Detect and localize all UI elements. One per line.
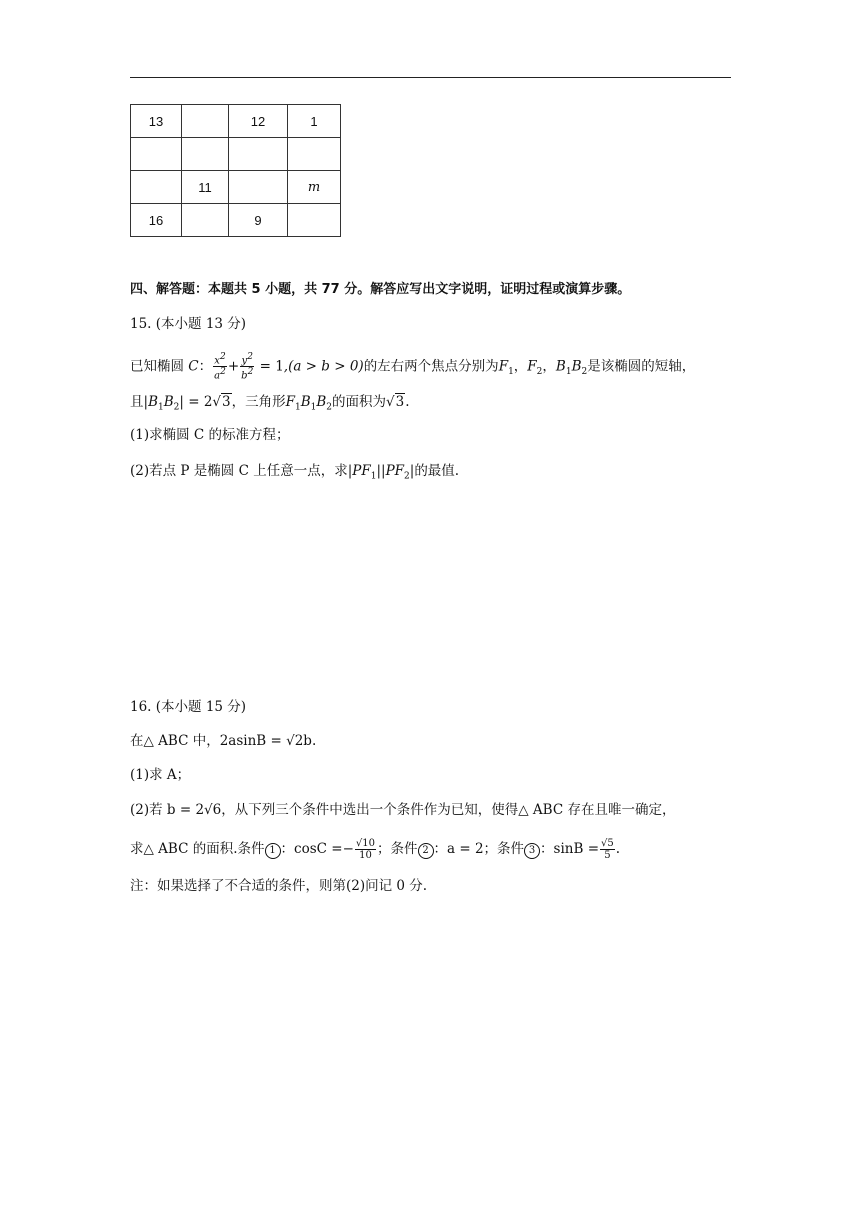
table-cell: 12 bbox=[229, 105, 288, 138]
table-cell: 9 bbox=[229, 204, 288, 237]
table-cell bbox=[229, 171, 288, 204]
q16-part2: (2)若 b = 2√6，从下列三个条件中选出一个条件作为已知，使得△ ABC 存在且唯一确定， bbox=[130, 802, 676, 818]
fraction-sqrt5-over-5: $\frac{√5}{5}$ bbox=[601, 838, 614, 861]
q15-text: (2)若点 P 是椭圆 C 上任意一点，求 bbox=[130, 463, 348, 479]
q15-text: 已知椭圆 bbox=[130, 358, 189, 375]
q16-text: ；条件 bbox=[377, 841, 418, 857]
section-heading: 四、解答题：本题共 5 小题，共 77 分。解答应写出文字说明，证明过程或演算步骤。 bbox=[130, 282, 631, 297]
q16-line1: 在△ ABC 中，2asinB = √2b. bbox=[130, 733, 317, 749]
ellipse-fraction-y: $\frac{y^2}{b^2}$ bbox=[241, 352, 254, 382]
table-cell: 13 bbox=[131, 105, 182, 138]
q16-part1: (1)求 A； bbox=[130, 767, 191, 783]
q15-part1: (1)求椭圆 C 的标准方程； bbox=[130, 427, 290, 443]
table-cell bbox=[131, 171, 182, 204]
q15-line1: 已知椭圆 C： $\frac{x^2}{a^2}$ + $\frac{y^2}{b^2}$ = 1,(a > b > 0)的左右两个焦点分别为$F_1$，$F_2$，$B_1B_2$是该椭圆的短轴， bbox=[130, 352, 696, 382]
table-row bbox=[131, 105, 341, 138]
q15-text: C bbox=[188, 358, 199, 375]
circled-number-1: 1 bbox=[265, 843, 281, 859]
q15-text: 的最值. bbox=[414, 463, 460, 479]
table-cell bbox=[182, 204, 229, 237]
circled-number-3: 3 bbox=[524, 843, 540, 859]
table-cell bbox=[182, 105, 229, 138]
table-row bbox=[131, 204, 341, 237]
q15-text: 是该椭圆的短轴， bbox=[587, 358, 696, 375]
table-cell: 1 bbox=[288, 105, 341, 138]
q15-line2: 且$|B_1B_2| = 2√3$，三角形$F_1B_1B_2$的面积为√3. bbox=[130, 394, 410, 413]
q15-part2: (2)若点 P 是椭圆 C 上任意一点，求$|PF_1||PF_2|$的最值. bbox=[130, 463, 460, 482]
header-rule bbox=[130, 77, 731, 78]
table-cell bbox=[131, 138, 182, 171]
table-row bbox=[131, 138, 341, 171]
ellipse-fraction-x: $\frac{x^2}{a^2}$ bbox=[214, 352, 226, 382]
table-cell: 16 bbox=[131, 204, 182, 237]
table-cell: m bbox=[288, 171, 341, 204]
fraction-sqrt10-over-10: $\frac{√10}{10}$ bbox=[355, 838, 375, 861]
q15-text: ,(a > b > 0) bbox=[283, 358, 364, 375]
table-cell bbox=[288, 204, 341, 237]
q16-title: 16. (本小题 15 分) bbox=[130, 699, 247, 715]
table-cell: 11 bbox=[182, 171, 229, 204]
q16-text: ：a = 2；条件 bbox=[433, 841, 525, 857]
q15-title: 15. (本小题 13 分) bbox=[130, 316, 247, 332]
circled-number-2: 2 bbox=[418, 843, 434, 859]
q15-text: 且 bbox=[130, 394, 144, 410]
q16-text: . bbox=[615, 841, 621, 857]
q15-text: 的左右两个焦点分别为 bbox=[363, 358, 499, 375]
magic-square-table bbox=[130, 104, 341, 237]
q16-note: 注：如果选择了不合适的条件，则第(2)问记 0 分. bbox=[130, 878, 428, 894]
table-row bbox=[131, 171, 341, 204]
table-cell bbox=[229, 138, 288, 171]
q15-text: 的面积为 bbox=[332, 394, 387, 410]
table-cell bbox=[288, 138, 341, 171]
q15-text: ，三角形 bbox=[231, 394, 286, 410]
q16-conditions bbox=[130, 838, 620, 861]
q16-text: ：sinB = bbox=[540, 841, 600, 857]
q16-text: ：cosC =− bbox=[280, 841, 354, 857]
table-cell bbox=[182, 138, 229, 171]
q15-text: ： bbox=[198, 358, 213, 375]
q16-text: 求△ ABC 的面积.条件 bbox=[130, 841, 265, 857]
